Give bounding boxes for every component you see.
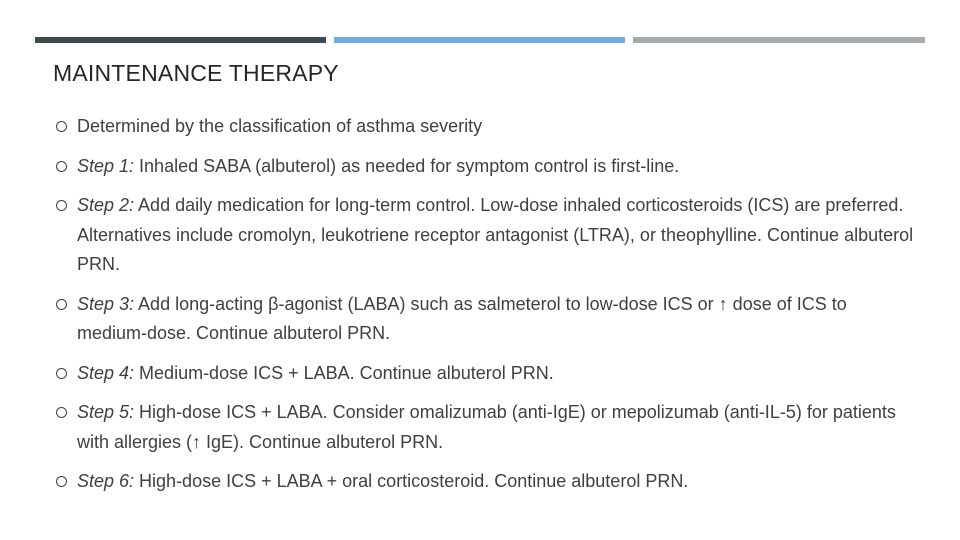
- step-label: Step 1:: [77, 155, 135, 176]
- bullet-text: High-dose ICS + LABA + oral corticosteroid. Continue albuterol PRN.: [134, 471, 689, 491]
- circle-bullet-icon: [56, 476, 67, 487]
- header-accent-bars: [35, 37, 925, 43]
- step-label: Step 2:: [77, 195, 135, 215]
- bullet-item-step-4: [56, 359, 916, 389]
- accent-bar-gray: [633, 37, 925, 43]
- bullet-item-step-6: [56, 467, 916, 497]
- accent-bar-blue: [334, 37, 625, 43]
- step-label: Step 5:: [77, 402, 135, 422]
- bullet-text: Add long-acting β-agonist (LABA) such as salmeterol to low-dose ICS or ↑ dose of ICS to medium-dose. Continue albuterol PRN.: [77, 293, 847, 343]
- circle-bullet-icon: [56, 161, 67, 172]
- bullet-item-step-3: [56, 290, 916, 349]
- bullet-text: Medium-dose ICS + LABA. Continue albuterol PRN.: [134, 362, 554, 383]
- step-label: Step 3:: [77, 293, 135, 314]
- step-label: Step 4:: [77, 362, 135, 383]
- bullet-item-step-2: [56, 191, 916, 280]
- circle-bullet-icon: [56, 121, 67, 132]
- bullet-text: Determined by the classification of asthma severity: [77, 116, 483, 136]
- bullet-text: Add daily medication for long-term control. Low-dose inhaled corticosteroids (ICS) are preferred. Alternatives include cromolyn, leukotriene receptor antagonist (LTRA), or theophylline. Continue albuterol PRN.: [77, 195, 914, 274]
- bullet-text: High-dose ICS + LABA. Consider omalizumab (anti-IgE) or mepolizumab (anti-IL-5) for patients with allergies (↑ IgE). Continue albuterol PRN.: [77, 402, 896, 452]
- circle-bullet-icon: [56, 407, 67, 418]
- bullet-item-step-5: [56, 398, 916, 457]
- circle-bullet-icon: [56, 200, 67, 211]
- bullet-item-step-1: [56, 152, 916, 182]
- accent-bar-dark: [35, 37, 326, 43]
- circle-bullet-icon: [56, 368, 67, 379]
- slide-title: MAINTENANCE THERAPY: [53, 60, 339, 86]
- bullet-list: [56, 112, 916, 507]
- step-label: Step 6:: [77, 471, 135, 491]
- circle-bullet-icon: [56, 299, 67, 310]
- bullet-text: Inhaled SABA (albuterol) as needed for symptom control is first-line.: [134, 155, 680, 176]
- bullet-item-classification: [56, 112, 916, 142]
